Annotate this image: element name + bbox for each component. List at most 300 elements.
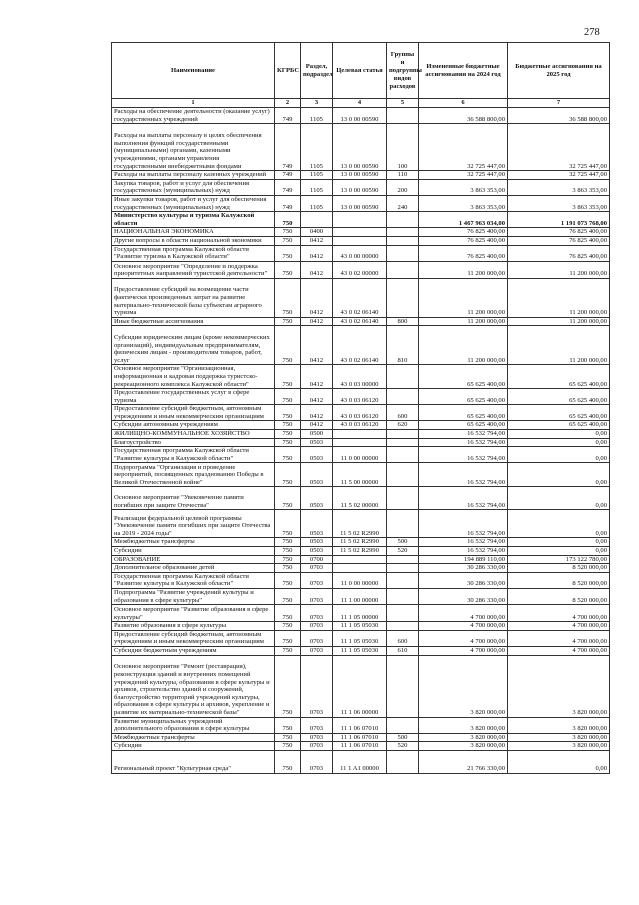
row-amount-2024: 16 532 794,00 [419, 510, 508, 538]
row-group [387, 750, 419, 773]
budget-table [111, 42, 610, 774]
row-section: 0703 [301, 572, 333, 588]
row-group [387, 510, 419, 538]
row-target [333, 564, 387, 573]
row-amount-2024: 3 820 000,00 [419, 733, 508, 742]
row-amount-2025: 32 725 447,00 [508, 124, 610, 171]
row-name: Субсидии [112, 547, 275, 556]
row-target: 11 5 00 00000 [333, 463, 387, 487]
row-target: 11 1 06 07010 [333, 717, 387, 733]
table-row [112, 195, 610, 211]
row-group [387, 447, 419, 463]
row-section: 0703 [301, 630, 333, 646]
row-kgrbs: 750 [275, 510, 301, 538]
row-target: 11 1 A1 00000 [333, 750, 387, 773]
row-section: 0703 [301, 733, 333, 742]
row-target: 43 0 03 06120 [333, 389, 387, 405]
table-row [112, 538, 610, 547]
row-kgrbs: 750 [275, 236, 301, 245]
row-kgrbs: 750 [275, 742, 301, 751]
row-name: Межбюджетные трансферты [112, 538, 275, 547]
row-name: Субсидии бюджетным учреждениям [112, 646, 275, 655]
row-name: Основное мероприятие "Увековечение памяти погибших при защите Отечества" [112, 487, 275, 510]
row-name: Субсидии [112, 742, 275, 751]
table-row [112, 622, 610, 631]
row-target: 11 1 06 00000 [333, 655, 387, 717]
row-amount-2024: 16 532 794,00 [419, 487, 508, 510]
row-amount-2024: 11 200 000,00 [419, 278, 508, 317]
row-section: 0500 [301, 430, 333, 439]
row-name: Государственная программа Калужской области "Развитие туризма в Калужской области" [112, 245, 275, 261]
row-amount-2024: 4 700 000,00 [419, 646, 508, 655]
row-section [301, 212, 333, 228]
row-kgrbs: 750 [275, 630, 301, 646]
row-section: 0503 [301, 438, 333, 447]
row-amount-2025: 3 863 353,00 [508, 195, 610, 211]
row-kgrbs: 750 [275, 421, 301, 430]
row-name: Иные бюджетные ассигнования [112, 317, 275, 326]
col-number: 6 [419, 99, 508, 108]
row-name: Другие вопросы в области национальной экономики [112, 236, 275, 245]
row-section: 1105 [301, 195, 333, 211]
row-amount-2025: 4 700 000,00 [508, 630, 610, 646]
row-name: Развитие образования в сфере культуры [112, 622, 275, 631]
row-target: 43 0 03 00000 [333, 365, 387, 389]
table-row [112, 365, 610, 389]
row-amount-2024: 4 700 000,00 [419, 630, 508, 646]
row-section: 0412 [301, 261, 333, 278]
table-row [112, 438, 610, 447]
row-section: 0412 [301, 389, 333, 405]
row-group [387, 564, 419, 573]
row-amount-2025: 0,00 [508, 487, 610, 510]
row-amount-2024: 11 200 000,00 [419, 317, 508, 326]
row-group: 600 [387, 630, 419, 646]
row-kgrbs: 750 [275, 463, 301, 487]
col-number: 7 [508, 99, 610, 108]
row-name: Предоставление субсидий бюджетным, автономным учреждениям и иным некоммерческим организациям [112, 405, 275, 421]
row-group [387, 717, 419, 733]
row-name: Предоставление государственных услуг в сфере туризма [112, 389, 275, 405]
row-kgrbs: 749 [275, 179, 301, 195]
row-group [387, 389, 419, 405]
row-kgrbs: 750 [275, 646, 301, 655]
row-section: 0703 [301, 655, 333, 717]
row-section: 0703 [301, 589, 333, 605]
row-kgrbs: 750 [275, 212, 301, 228]
row-target: 11 1 05 05030 [333, 630, 387, 646]
row-target: 43 0 02 00000 [333, 261, 387, 278]
row-kgrbs: 750 [275, 430, 301, 439]
row-name: Подпрограмма "Развитие учреждений культуры и образования в сфере культуры" [112, 589, 275, 605]
row-amount-2025: 32 725 447,00 [508, 171, 610, 180]
row-name: Развитие муниципальных учреждений дополнительного образования в сфере культуры [112, 717, 275, 733]
row-group [387, 430, 419, 439]
row-amount-2024: 36 588 800,00 [419, 108, 508, 124]
row-section: 0412 [301, 236, 333, 245]
table-row [112, 245, 610, 261]
table-row [112, 589, 610, 605]
row-kgrbs: 750 [275, 572, 301, 588]
row-amount-2024: 65 625 400,00 [419, 405, 508, 421]
row-amount-2025: 0,00 [508, 430, 610, 439]
row-name: Благоустройство [112, 438, 275, 447]
row-group: 600 [387, 405, 419, 421]
row-name: Министерство культуры и туризма Калужской области [112, 212, 275, 228]
row-name: ОБРАЗОВАНИЕ [112, 555, 275, 564]
col-header-target: Целевая статья [333, 43, 387, 99]
row-kgrbs: 750 [275, 389, 301, 405]
row-section: 1105 [301, 179, 333, 195]
row-target [333, 212, 387, 228]
table-row [112, 179, 610, 195]
row-target: 11 5 02 00000 [333, 487, 387, 510]
row-amount-2025: 76 825 400,00 [508, 245, 610, 261]
row-amount-2024: 16 532 794,00 [419, 447, 508, 463]
row-section: 1105 [301, 108, 333, 124]
row-kgrbs: 749 [275, 108, 301, 124]
row-name: Межбюджетные трансферты [112, 733, 275, 742]
row-target: 11 1 05 00000 [333, 605, 387, 622]
row-amount-2024: 65 625 400,00 [419, 389, 508, 405]
row-amount-2024: 3 820 000,00 [419, 717, 508, 733]
table-row [112, 236, 610, 245]
row-target: 43 0 02 06140 [333, 278, 387, 317]
row-amount-2025: 0,00 [508, 547, 610, 556]
row-section: 0412 [301, 365, 333, 389]
row-section: 0703 [301, 742, 333, 751]
row-kgrbs: 750 [275, 261, 301, 278]
row-kgrbs: 750 [275, 365, 301, 389]
row-kgrbs: 750 [275, 622, 301, 631]
row-amount-2024: 76 825 400,00 [419, 236, 508, 245]
row-section: 0503 [301, 487, 333, 510]
table-row [112, 389, 610, 405]
row-amount-2025: 0,00 [508, 538, 610, 547]
row-name: Государственная программа Калужской области "Развитие культуры в Калужской области" [112, 447, 275, 463]
row-kgrbs: 750 [275, 717, 301, 733]
row-name: Подпрограмма "Организация и проведение мероприятий, посвященных празднованию Победы в Великой Отечественной войне" [112, 463, 275, 487]
row-target [333, 236, 387, 245]
table-row [112, 547, 610, 556]
row-kgrbs: 750 [275, 605, 301, 622]
row-name: Расходы на обеспечение деятельности (оказание услуг) государственных учреждений [112, 108, 275, 124]
row-name: Региональный проект "Культурная среда" [112, 750, 275, 773]
row-target [333, 430, 387, 439]
table-row [112, 572, 610, 588]
row-amount-2025: 0,00 [508, 750, 610, 773]
col-header-section: Раздел, подраздел [301, 43, 333, 99]
row-amount-2025: 3 863 353,00 [508, 179, 610, 195]
row-target: 13 0 00 00590 [333, 124, 387, 171]
row-name: НАЦИОНАЛЬНАЯ ЭКОНОМИКА [112, 228, 275, 237]
row-kgrbs: 750 [275, 655, 301, 717]
table-row [112, 278, 610, 317]
row-amount-2024: 76 825 400,00 [419, 245, 508, 261]
row-name: ЖИЛИЩНО-КОММУНАЛЬНОЕ ХОЗЯЙСТВО [112, 430, 275, 439]
col-header-name: Наименование [112, 43, 275, 99]
col-header-group: Группы и подгруппы видов расходов [387, 43, 419, 99]
row-name: Предоставление субсидий бюджетным, автономным учреждениям и иным некоммерческим организациям [112, 630, 275, 646]
row-amount-2024: 11 200 000,00 [419, 326, 508, 365]
row-group: 520 [387, 547, 419, 556]
row-amount-2024: 16 532 794,00 [419, 538, 508, 547]
row-amount-2025: 65 625 400,00 [508, 405, 610, 421]
row-section: 0703 [301, 605, 333, 622]
col-header-2025: Бюджетные ассигнования на 2025 год [508, 43, 610, 99]
row-section: 0412 [301, 317, 333, 326]
row-amount-2025: 8 520 000,00 [508, 564, 610, 573]
row-kgrbs: 750 [275, 317, 301, 326]
col-number: 1 [112, 99, 275, 108]
row-section: 0503 [301, 447, 333, 463]
row-group: 500 [387, 538, 419, 547]
row-target [333, 555, 387, 564]
row-amount-2025: 65 625 400,00 [508, 421, 610, 430]
row-group: 800 [387, 317, 419, 326]
row-section: 0412 [301, 405, 333, 421]
row-kgrbs: 750 [275, 589, 301, 605]
row-kgrbs: 750 [275, 228, 301, 237]
table-row [112, 108, 610, 124]
row-group [387, 622, 419, 631]
row-amount-2024: 3 863 353,00 [419, 179, 508, 195]
row-group: 240 [387, 195, 419, 211]
row-target: 11 5 02 R2990 [333, 547, 387, 556]
row-amount-2025: 3 820 000,00 [508, 655, 610, 717]
row-name: Иные закупки товаров, работ и услуг для обеспечения государственных (муниципальных) нужд [112, 195, 275, 211]
row-amount-2025: 3 820 000,00 [508, 742, 610, 751]
row-amount-2025: 0,00 [508, 447, 610, 463]
row-kgrbs: 749 [275, 195, 301, 211]
row-target: 11 5 02 R2990 [333, 538, 387, 547]
row-amount-2024: 32 725 447,00 [419, 171, 508, 180]
row-section: 0503 [301, 463, 333, 487]
row-amount-2025: 0,00 [508, 463, 610, 487]
row-target: 13 0 00 00590 [333, 179, 387, 195]
row-name: Реализация федеральной целевой программы "Увековечение памяти погибших при защите Отечества на 2019 - 2024 годы" [112, 510, 275, 538]
row-target: 11 0 00 00000 [333, 447, 387, 463]
row-target: 43 0 03 06120 [333, 421, 387, 430]
row-amount-2024: 3 820 000,00 [419, 742, 508, 751]
row-name: Основное мероприятие "Организационная, информационная и кадровая поддержка туристско-рекреационного комплекса Калужской области" [112, 365, 275, 389]
row-amount-2024: 30 286 330,00 [419, 572, 508, 588]
row-amount-2025: 36 588 800,00 [508, 108, 610, 124]
row-amount-2025: 11 200 000,00 [508, 326, 610, 365]
table-row [112, 447, 610, 463]
row-target: 43 0 02 06140 [333, 317, 387, 326]
row-kgrbs: 750 [275, 245, 301, 261]
header-row [112, 43, 610, 99]
row-group [387, 438, 419, 447]
row-group: 610 [387, 646, 419, 655]
table-row [112, 510, 610, 538]
row-section: 0703 [301, 717, 333, 733]
row-amount-2025: 76 825 400,00 [508, 228, 610, 237]
row-section: 1105 [301, 171, 333, 180]
table-row [112, 463, 610, 487]
table-row [112, 261, 610, 278]
row-amount-2024: 16 532 794,00 [419, 547, 508, 556]
row-kgrbs: 750 [275, 278, 301, 317]
row-group: 200 [387, 179, 419, 195]
row-amount-2025: 65 625 400,00 [508, 365, 610, 389]
row-amount-2024: 30 286 330,00 [419, 589, 508, 605]
row-name: Закупка товаров, работ и услуг для обеспечения государственных (муниципальных) нужд [112, 179, 275, 195]
row-target: 11 0 00 00000 [333, 572, 387, 588]
row-target: 11 1 05 05030 [333, 646, 387, 655]
row-target: 11 5 02 R2990 [333, 510, 387, 538]
table-row [112, 630, 610, 646]
row-name: Основное мероприятие "Определение и поддержка приоритетных направлений туристской деятельности" [112, 261, 275, 278]
row-target: 13 0 00 00590 [333, 171, 387, 180]
row-kgrbs: 750 [275, 564, 301, 573]
row-amount-2025: 4 700 000,00 [508, 646, 610, 655]
row-amount-2024: 4 700 000,00 [419, 622, 508, 631]
row-group [387, 228, 419, 237]
row-amount-2025: 11 200 000,00 [508, 317, 610, 326]
row-name: Основное мероприятие "Развитие образования в сфере культуры" [112, 605, 275, 622]
row-amount-2024: 65 625 400,00 [419, 421, 508, 430]
row-group [387, 236, 419, 245]
row-kgrbs: 750 [275, 326, 301, 365]
row-target: 13 0 00 00590 [333, 108, 387, 124]
table-row [112, 124, 610, 171]
row-name: Дополнительное образование детей [112, 564, 275, 573]
row-kgrbs: 750 [275, 447, 301, 463]
row-amount-2024: 1 467 963 034,00 [419, 212, 508, 228]
row-amount-2024: 16 532 794,00 [419, 430, 508, 439]
row-group: 620 [387, 421, 419, 430]
row-target [333, 438, 387, 447]
row-target: 13 0 00 00590 [333, 195, 387, 211]
row-target: 11 1 06 07010 [333, 733, 387, 742]
row-group [387, 212, 419, 228]
row-group: 110 [387, 171, 419, 180]
row-kgrbs: 749 [275, 124, 301, 171]
row-amount-2025: 8 520 000,00 [508, 572, 610, 588]
page-number: 278 [584, 27, 600, 38]
row-target: 43 0 00 00000 [333, 245, 387, 261]
table-row [112, 326, 610, 365]
row-amount-2025: 11 200 000,00 [508, 261, 610, 278]
row-group [387, 365, 419, 389]
row-amount-2025: 1 191 073 768,00 [508, 212, 610, 228]
row-amount-2024: 76 825 400,00 [419, 228, 508, 237]
col-header-2024: Измененные бюджетные ассигнования на 2024 год [419, 43, 508, 99]
row-target: 11 1 00 00000 [333, 589, 387, 605]
row-group [387, 605, 419, 622]
row-amount-2025: 76 825 400,00 [508, 236, 610, 245]
row-name: Субсидии автономным учреждениям [112, 421, 275, 430]
row-name: Расходы на выплаты персоналу казенных учреждений [112, 171, 275, 180]
row-section: 0703 [301, 564, 333, 573]
col-number: 4 [333, 99, 387, 108]
row-kgrbs: 750 [275, 438, 301, 447]
row-section: 0703 [301, 750, 333, 773]
row-section: 0412 [301, 421, 333, 430]
row-section: 0412 [301, 245, 333, 261]
col-header-kgrbs: КГРБС [275, 43, 301, 99]
table-row [112, 733, 610, 742]
table-row [112, 605, 610, 622]
row-amount-2025: 173 122 780,00 [508, 555, 610, 564]
row-section: 0703 [301, 646, 333, 655]
row-amount-2025: 65 625 400,00 [508, 389, 610, 405]
table-row [112, 717, 610, 733]
table-row [112, 171, 610, 180]
row-amount-2024: 4 700 000,00 [419, 605, 508, 622]
row-amount-2024: 16 532 794,00 [419, 463, 508, 487]
row-kgrbs: 750 [275, 555, 301, 564]
row-name: Государственная программа Калужской области "Развитие культуры в Калужской области" [112, 572, 275, 588]
row-group: 810 [387, 326, 419, 365]
col-number: 5 [387, 99, 419, 108]
row-amount-2025: 0,00 [508, 438, 610, 447]
row-group [387, 278, 419, 317]
row-group: 500 [387, 733, 419, 742]
row-section: 0412 [301, 278, 333, 317]
row-section: 0703 [301, 622, 333, 631]
row-name: Основное мероприятие "Ремонт (реставрация), реконструкция зданий и внутренних помещений учреждений культуры, образования в сфере культуры и архивов, строительство зданий и сооружений, благоустройство территорий учреждений культуры, образования в сфере культуры и архивов, укрепление и развитие их материально-технической базы" [112, 655, 275, 717]
table-row [112, 317, 610, 326]
row-section: 0503 [301, 510, 333, 538]
row-amount-2024: 3 820 000,00 [419, 655, 508, 717]
row-kgrbs: 750 [275, 750, 301, 773]
row-amount-2025: 4 700 000,00 [508, 622, 610, 631]
col-number: 2 [275, 99, 301, 108]
row-group [387, 487, 419, 510]
row-group [387, 108, 419, 124]
row-section: 0400 [301, 228, 333, 237]
table-row [112, 228, 610, 237]
row-name: Расходы на выплаты персоналу в целях обеспечения выполнения функций государственными (муниципальными) органами, казенными учреждениями, органами управления государственными внебюджетными фондами [112, 124, 275, 171]
row-amount-2024: 30 286 330,00 [419, 564, 508, 573]
row-section: 1105 [301, 124, 333, 171]
row-kgrbs: 749 [275, 171, 301, 180]
row-group [387, 261, 419, 278]
row-target [333, 228, 387, 237]
table-row [112, 742, 610, 751]
row-target: 43 0 02 06140 [333, 326, 387, 365]
table-row [112, 555, 610, 564]
row-amount-2024: 16 532 794,00 [419, 438, 508, 447]
row-amount-2024: 11 200 000,00 [419, 261, 508, 278]
col-number: 3 [301, 99, 333, 108]
table-row [112, 430, 610, 439]
row-group: 100 [387, 124, 419, 171]
row-kgrbs: 750 [275, 405, 301, 421]
row-group [387, 589, 419, 605]
row-amount-2025: 11 200 000,00 [508, 278, 610, 317]
row-section: 0503 [301, 538, 333, 547]
row-kgrbs: 750 [275, 538, 301, 547]
row-target: 43 0 03 06120 [333, 405, 387, 421]
row-name: Предоставление субсидий на возмещение части фактически произведенных затрат на развитие материально-технической базы субъектам аграрного туризма [112, 278, 275, 317]
row-amount-2024: 21 766 330,00 [419, 750, 508, 773]
table-row [112, 212, 610, 228]
row-amount-2025: 3 820 000,00 [508, 733, 610, 742]
row-target: 11 1 05 05030 [333, 622, 387, 631]
row-amount-2024: 194 889 110,00 [419, 555, 508, 564]
row-name: Субсидии юридическим лицам (кроме некоммерческих организаций), индивидуальным предпринимателям, физическим лицам - производителям товаров, работ, услуг [112, 326, 275, 365]
column-number-row [112, 99, 610, 108]
table-row [112, 487, 610, 510]
row-kgrbs: 750 [275, 547, 301, 556]
row-amount-2024: 65 625 400,00 [419, 365, 508, 389]
table-row [112, 405, 610, 421]
row-section: 0700 [301, 555, 333, 564]
